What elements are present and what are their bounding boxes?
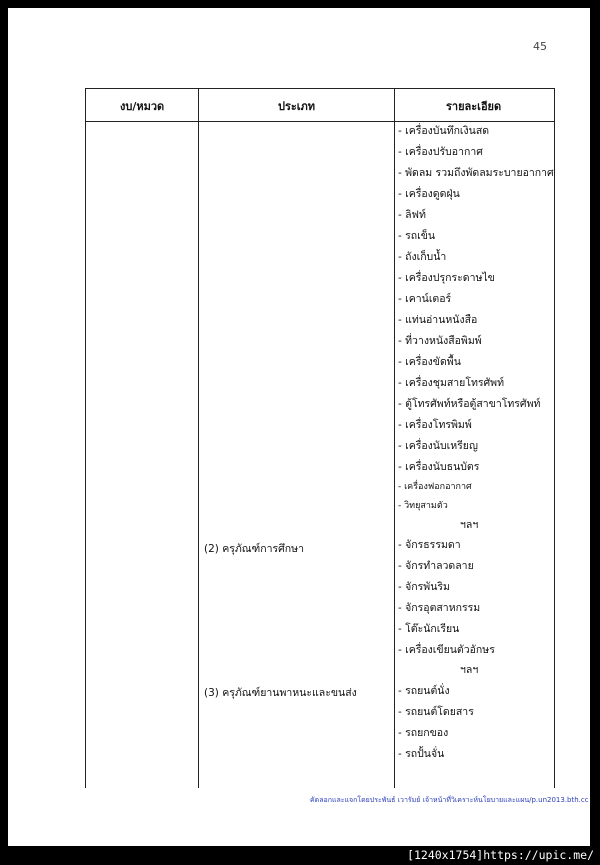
detail-item: - ตู้โทรศัพท์หรือตู้สาขาโทรศัพท์ — [398, 398, 541, 410]
header-type: ประเภท — [278, 100, 316, 113]
table-divider-1 — [198, 88, 199, 788]
document-page — [8, 8, 590, 846]
detail-item: - วิทยุสามตัว — [398, 501, 448, 511]
detail-item: - รถเข็น — [398, 230, 436, 242]
detail-item: - จักรทำลวดลาย — [398, 560, 474, 572]
detail-item: - จักรพันริม — [398, 581, 450, 593]
detail-item: - เครื่องดูดฝุ่น — [398, 188, 460, 200]
page-number: 45 — [533, 40, 547, 53]
watermark-text: [1240x1754]https://upic.me/ — [407, 848, 594, 862]
detail-item: - เครื่องบันทึกเงินสด — [398, 125, 490, 137]
detail-item: - เครื่องปรับอากาศ — [398, 146, 483, 158]
detail-item: - เครื่องเขียนตัวอักษร — [398, 644, 495, 656]
detail-item: - เครื่องนับธนบัตร — [398, 461, 480, 473]
header-detail: รายละเอียด — [446, 100, 502, 113]
table-border-right — [554, 88, 555, 788]
detail-item: - ที่วางหนังสือพิมพ์ — [398, 335, 482, 347]
detail-item: - ลิฟท์ — [398, 209, 426, 221]
detail-item: ฯลฯ — [460, 664, 479, 676]
category-education: (2) ครุภัณฑ์การศึกษา — [204, 543, 304, 555]
detail-item: - ถังเก็บน้ำ — [398, 251, 447, 263]
detail-item: - เครื่องปรุกระดาษไข — [398, 272, 495, 284]
detail-item: - เคาน์เตอร์ — [398, 293, 452, 305]
table-border-left — [85, 88, 86, 788]
detail-item: - เครื่องฟอกอากาศ — [398, 482, 472, 492]
detail-item: - โต๊ะนักเรียน — [398, 623, 460, 635]
detail-item: ฯลฯ — [460, 519, 479, 531]
detail-item: - เครื่องนับเหรียญ — [398, 440, 478, 452]
detail-item: - จักรธรรมดา — [398, 539, 461, 551]
detail-item: - เครื่องขัดพื้น — [398, 356, 461, 368]
detail-item: - รถยนต์นั่ง — [398, 685, 450, 697]
detail-item: - เครื่องโทรพิมพ์ — [398, 419, 472, 431]
detail-item: - รถปั้นจั่น — [398, 748, 445, 760]
detail-item: - แท่นอ่านหนังสือ — [398, 314, 478, 326]
detail-item: - พัดลม รวมถึงพัดลมระบายอากาศ — [398, 167, 554, 179]
detail-item: - รถยนต์โดยสาร — [398, 706, 474, 718]
table-divider-2 — [394, 88, 395, 788]
detail-item: - เครื่องชุมสายโทรศัพท์ — [398, 377, 505, 389]
category-vehicle: (3) ครุภัณฑ์ยานพาหนะและขนส่ง — [204, 687, 357, 699]
detail-item: - รถยกของ — [398, 727, 449, 739]
detail-item: - จักรอุตสาหกรรม — [398, 602, 481, 614]
header-budget: งบ/หมวด — [120, 100, 165, 113]
footer-credit: คัดลอกและแจกโดยประพันธ์ เวารัมย์ เจ้าหน้าที่วิเคราะห์นโยบายและแผน/p.un2013.bth.cc — [310, 796, 589, 804]
